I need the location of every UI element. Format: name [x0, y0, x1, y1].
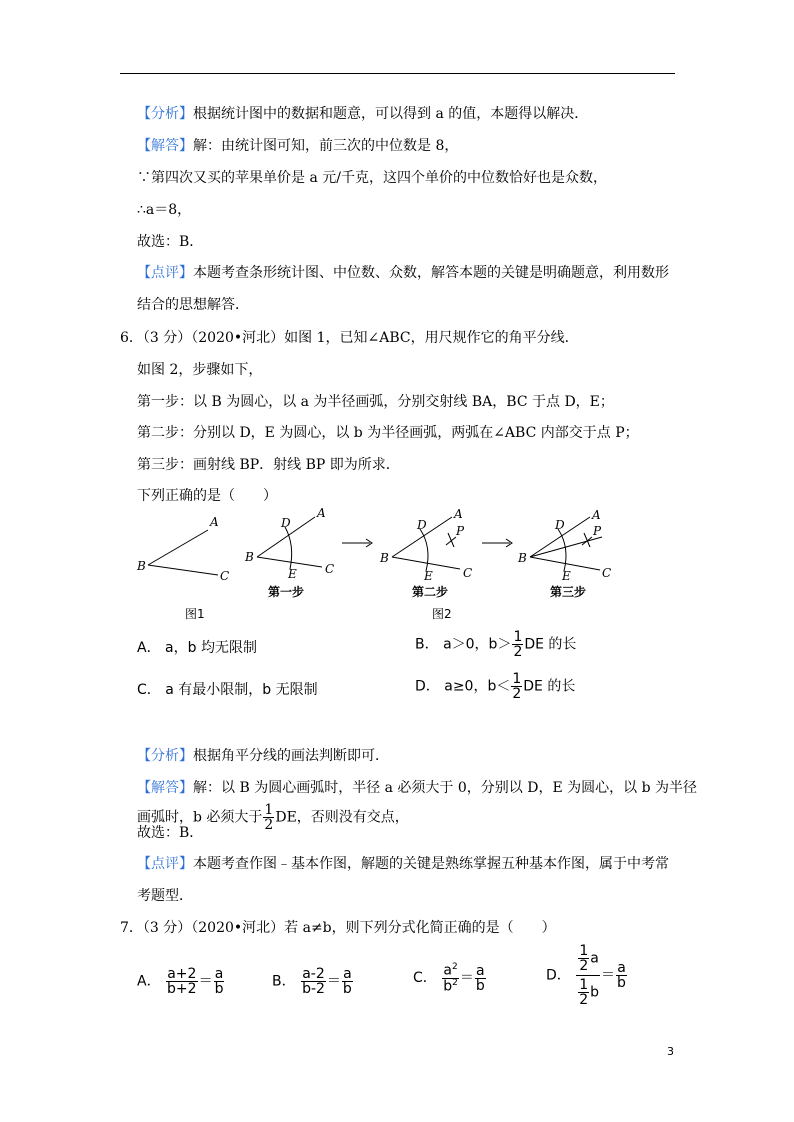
q6-option-a[interactable]: A． a，b 均无限制	[137, 640, 257, 656]
svg-text:C: C	[602, 566, 612, 580]
q6-analysis: 【分析】根据角平分线的画法判断即可．	[137, 748, 389, 764]
q7-option-d[interactable]: D． $\frac{1}{2}$ a $\frac{1}{2}$ b ＝ $\frac{a}{b}$	[546, 943, 626, 1008]
fraction: $\frac{a}{b}$	[342, 966, 352, 997]
fraction: $\frac{a-2}{b-2}$	[302, 966, 325, 997]
q6-line: 第二步：分别以 D，E 为圆心，以 b 为半径画弧，两弧在∠ABC 内部交于点 P；	[137, 425, 639, 441]
q6-option-b[interactable]: B． a＞0，b＞ $\frac{1}{2}$ DE 的长	[415, 629, 577, 660]
svg-text:E: E	[424, 569, 433, 583]
figure-1	[136, 515, 229, 583]
svg-text:C: C	[325, 562, 335, 576]
fraction: $\frac{a^2}{b^2}$	[443, 962, 458, 995]
arrow-icon	[482, 539, 512, 547]
label-a: A	[210, 515, 219, 529]
q5-review: 【点评】本题考查条形统计图、中位数、众数，解答本题的关键是明确题意，利用数形	[137, 265, 669, 281]
q7-option-c[interactable]: C． $\frac{a^2}{b^2}$ ＝ $\frac{a}{b}$	[413, 962, 485, 995]
svg-text:B: B	[380, 551, 389, 565]
figure-step3	[517, 508, 611, 583]
label-c: C	[220, 569, 230, 583]
caption-step1: 第一步	[268, 585, 305, 599]
q7-option-a[interactable]: A． $\frac{a+2}{b+2}$ ＝ $\frac{a}{b}$	[137, 966, 224, 997]
q6-line: 下列正确的是（ ）	[137, 488, 277, 504]
answer-tag: 【解答】	[137, 780, 193, 796]
q5-review-line: 结合的思想解答．	[137, 297, 249, 313]
svg-text:B: B	[245, 550, 254, 564]
q7-stem: 7．（3 分）（2020•河北）若 a≠b，则下列分式化简正确的是（ ）	[120, 920, 556, 936]
q6-line: 第三步：画射线 BP．射线 BP 即为所求．	[137, 457, 400, 473]
svg-text:A: A	[317, 506, 326, 520]
q7-option-b[interactable]: B． $\frac{a-2}{b-2}$ ＝ $\frac{a}{b}$	[272, 966, 352, 997]
fraction: $\frac{a}{b}$	[475, 962, 485, 994]
svg-text:P: P	[593, 524, 602, 538]
review-tag: 【点评】	[137, 265, 193, 281]
q6-line: 如图 2，步骤如下，	[137, 362, 263, 378]
svg-text:D: D	[281, 516, 291, 530]
q5-answer-line: 故选：B．	[137, 234, 204, 250]
svg-text:A: A	[454, 507, 463, 521]
q6-option-c[interactable]: C． a 有最小限制，b 无限制	[137, 682, 318, 698]
q6-option-d[interactable]: D． a≥0，b＜ $\frac{1}{2}$ DE 的长	[415, 671, 576, 702]
q5-answer: 【解答】解：由统计图可知，前三次的中位数是 8，	[137, 138, 459, 154]
fraction-half: $\frac{1}{2}$	[264, 802, 274, 833]
caption-step3: 第三步	[550, 585, 587, 599]
ray-bc	[148, 565, 218, 575]
q5-analysis: 【分析】根据统计图中的数据和题意，可以得到 a 的值，本题得以解决．	[137, 106, 589, 122]
review-tag: 【点评】	[137, 856, 193, 872]
analysis-tag: 【分析】	[137, 748, 193, 764]
svg-text:A: A	[592, 508, 601, 522]
svg-text:D: D	[417, 518, 427, 532]
q6-answer-line: 画弧时，b 必须大于 $\frac{1}{2}$ DE，否则没有交点，	[137, 802, 409, 833]
label-b: B	[137, 559, 146, 573]
svg-text:B: B	[518, 551, 527, 565]
fraction-half: $\frac{1}{2}$	[512, 671, 522, 702]
svg-text:E: E	[562, 569, 571, 583]
caption-fig1: 图1	[185, 607, 205, 621]
arrow-icon	[342, 539, 372, 547]
q6-stem: 6．（3 分）（2020•河北）如图 1，已知∠ABC，用尺规作它的角平分线．	[120, 330, 579, 346]
header-rule	[120, 73, 675, 74]
ray-ba	[148, 530, 208, 565]
complex-fraction: $\frac{1}{2}$ a $\frac{1}{2}$ b	[576, 944, 600, 1007]
svg-text:P: P	[456, 524, 465, 538]
figure-step2	[379, 507, 472, 583]
analysis-tag: 【分析】	[137, 106, 193, 122]
fraction: $\frac{a+2}{b+2}$	[167, 966, 197, 997]
q6-answer: 【解答】解：以 B 为圆心画弧时，半径 a 必须大于 0，分别以 D，E 为圆心，以 b 为半径	[137, 780, 697, 796]
q6-review-line: 考题型．	[137, 888, 193, 904]
q6-review: 【点评】本题考查作图﹣基本作图，解题的关键是熟练掌握五种基本作图，属于中考常	[137, 856, 669, 872]
q5-answer-line: ∵第四次又买的苹果单价是 a 元/千克，这四个单价的中位数恰好也是众数，	[137, 170, 607, 186]
fraction: $\frac{a}{b}$	[214, 966, 224, 997]
angle-bisector-figure	[130, 505, 630, 625]
q5-answer-line: ∴a＝8，	[137, 202, 192, 218]
q6-answer-line: 故选：B．	[137, 825, 204, 841]
svg-text:D: D	[555, 518, 565, 532]
fraction: $\frac{a}{b}$	[617, 960, 626, 991]
caption-fig2: 图2	[432, 607, 452, 621]
fraction-half: $\frac{1}{2}$	[513, 629, 523, 660]
figure-step1	[244, 506, 334, 581]
answer-tag: 【解答】	[137, 138, 193, 154]
page-number: 3	[667, 1045, 674, 1058]
caption-step2: 第二步	[412, 585, 449, 599]
q6-line: 第一步：以 B 为圆心，以 a 为半径画弧，分别交射线 BA，BC 于点 D，E；	[137, 394, 614, 410]
svg-text:E: E	[288, 567, 297, 581]
svg-text:C: C	[463, 566, 473, 580]
